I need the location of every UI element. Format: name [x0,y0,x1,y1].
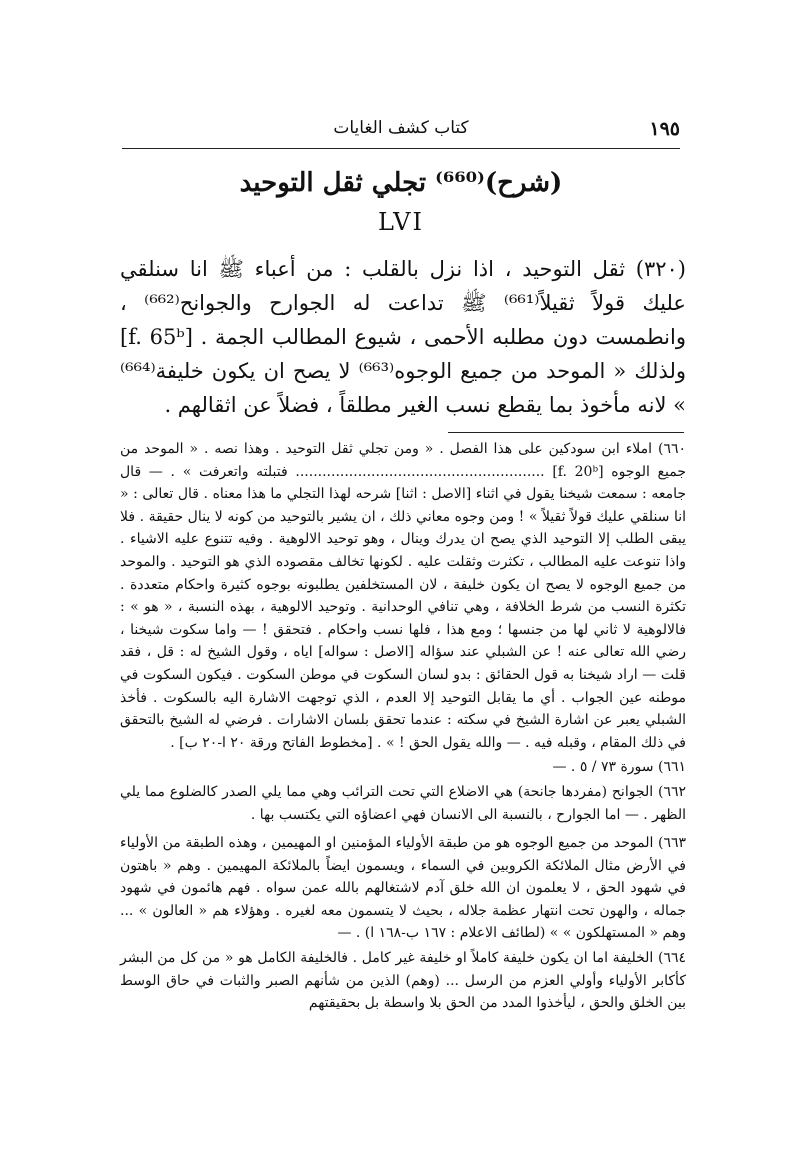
footnote-662: ٦٦٢) الجوانح (مفردها جانحة) هي الاضلاع التي تحت الترائب وهي مما يلي الصدر كالضلوع مما يلي الظهر . — اما الجوارح ، بالنسبة الى الانسان فهي اعضاؤه التي يكتسب بها . [120,783,686,823]
main-paragraph: (٣٢٠) ثقل التوحيد ، اذا نزل بالقلب : من أعباء ﷺ انا سنلقي عليك قولاً ثقيلاً⁽⁶⁶¹⁾ ﷺ تداعت له الجوارح والجوانح⁽⁶⁶²⁾ ، وانطمست دون مطلبه الأحمى ، شيوع المطالب الجمة . [f. 65ᵇ] ولذلك « الموحد من جميع الوجوه⁽⁶⁶³⁾ لا يصح ان يكون خليفة⁽⁶⁶⁴⁾ » لانه مأخوذ بما يقطع نسب الغير مطلقاً ، فضلاً عن اثقالهم . [120,257,686,417]
footnote-664: ٦٦٤) الخليفة اما ان يكون خليفة كاملاً او خليفة غير كامل . فالخليفة الكامل هو « من كل من البشر كأكابر الأولياء وأولي العزم من الرسل ... (وهم) الذين من شأنهم الصبر والثبات في حاق الوسط بين الخلق والحق ، ليأخذوا المدد من الحق بلا واسطة بل بحقيقتهم [120,950,686,1012]
header-rule [122,148,680,149]
footnote-663: ٦٦٣) الموحد من جميع الوجوه هو من طبقة الأولياء المؤمنين او المهيمين ، وهذه الطبقة من الأولياء في الأرض مثال الملائكة الكروبين في السماء ، ويسمون ايضاً بالملائكة المهيمين . وهم « باهتون في شهود الحق ، لا يعلمون ان الله خلق آدم لاشتغالهم بالله عمن سواه . فهم هائمون في شهود جماله ، والهون تحت انتهار عظمة جلاله ، بحيث لا يتسمون معه لغيره . وهؤلاء هم « العالون » ... وهم « المستهلكون » » (لطائف الاعلام : ١٦٧ ب-١٦٨ ا) . — [120,835,686,942]
footnote-rule [448,432,684,433]
page-header [122,112,680,146]
running-title: كتاب كشف الغايات [333,118,469,138]
page-number: ١٩٥ [649,118,680,140]
chapter-number: LVI [378,208,424,236]
footnotes [120,438,686,1015]
footnote-661: ٦٦١) سورة ٧٣ / ٥ . — [552,759,686,776]
footnote-660: ٦٦٠) املاء ابن سودكين على هذا الفصل . « ومن تجلي ثقل التوحيد . وهذا نصه . « الموحد من جميع الوجوه [f. 20ᵇ] ........................................................ فتبلته واتعرفت » . — قال جامعه : سمعت شيخنا يقول في اثناء [الاصل : اثنا] شرحه لهذا التجلي ما هذا معناه . قال تعالى : « انا سنلقي عليك قولاً ثقيلاً » ! ومن وجوه معاني ذلك ، ان يشير بالتوحيد من كونه لا ينال حقيقة . فلا يبقى الطلب إلا التوحيد الذي يصح ان يدرك وينال ، وهو توحيد الالوهية . وفيه تتنوع عليه الاشياء . واذا تنوعت عليه المطالب ، تكثرت وثقلت عليه . لكونها تخالف مقصوده الذي هو التوحيد . والموحد من جميع الوجوه لا يصح ان يكون خليفة ، لان المستخلفين يطلبونه بوجوه كثيرة واحكام متعددة . تكثرة النسب من شرط الخلافة ، وهي تنافي الوحدانية . وتوحيد الالوهية ، بهذه النسبة ، « هو » : فالالوهية لا ثاني لها من جنسها ؛ ومع هذا ، فلها نسب واحكام . فتحقق ! — واما سكوت شيخنا ، رضي الله تعالى عنه ! عن الشبلي عند سؤاله [الاصل : سواله] اياه ، وقول الشيخ له : قل ، فقد قلت — اراد شيخنا به قول الحقائق : بدو لسان السكوت في موطن السكوت . فيكون السكوت في موطنه عين الجواب . أي ما يقابل التوحيد إلا العدم ، الذي توجهت الاشارة اليه بالسكوت . فأخذ الشبلي يعبر عن اشارة الشيخ في سكته : عندما تحقق بلسان الاشارات . فرضي له الشيخ بالتحقق في ذلك المقام ، وقبله فيه . — والله يقول الحق ! » . [مخطوط الفاتح ورقة ٢٠ ا-٢٠ ب] . [120,441,686,751]
main-text [120,252,686,422]
chapter-heading: (شرح)⁽⁶⁶⁰⁾ تجلي ثقل التوحيد [239,168,563,198]
